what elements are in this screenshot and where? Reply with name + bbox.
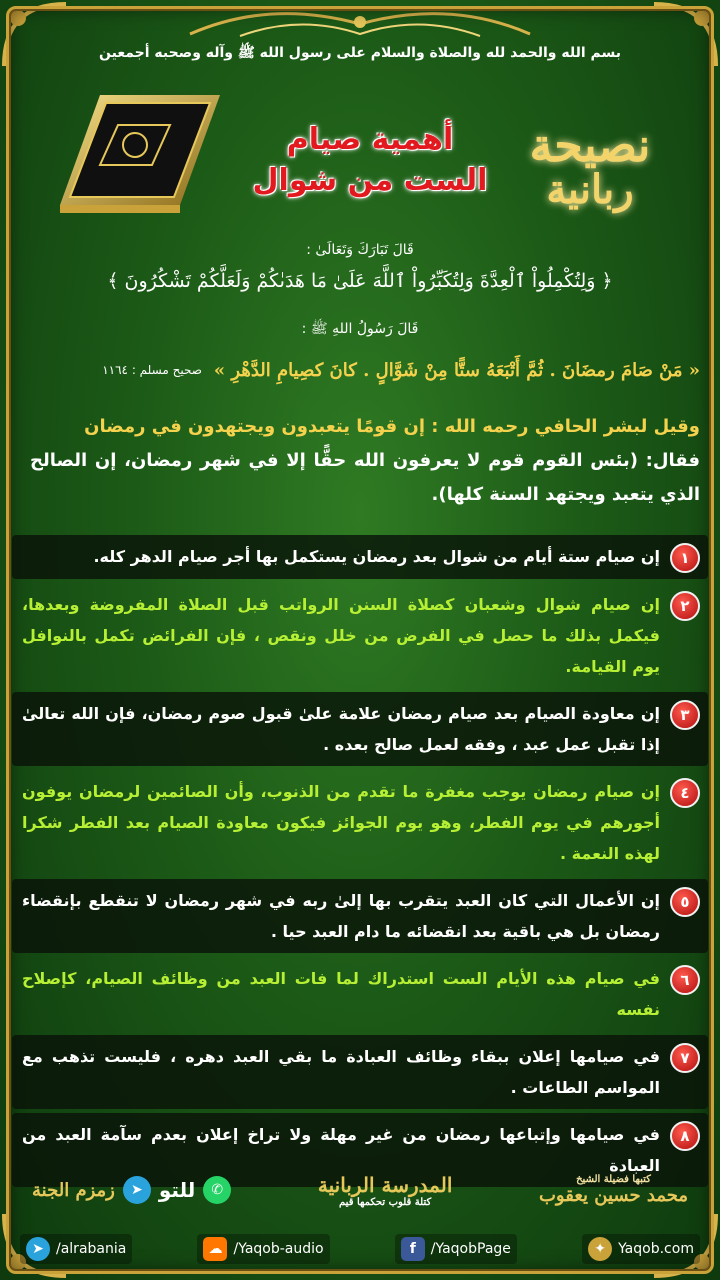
- number-badge: ٥: [670, 887, 700, 917]
- soundcloud-icon: ☁: [203, 1237, 227, 1261]
- list-item-text: إن الأعمال التي كان العبد يتقرب بها إلىٰ ربه في شهر رمضان لا تنقطع بإنقضاء رمضان بل هي باقية بعد انقضائه ما دام العبد حيا .: [22, 891, 660, 941]
- list-item-text: في صيامها وإتباعها رمضان من غير مهلة ولا تراخ إعلان بعدم سآمة العبد من العبادة: [22, 1125, 660, 1175]
- header: [20, 75, 700, 255]
- number-badge: ٨: [670, 1121, 700, 1151]
- madrasa-tagline: كتلة قلوب تحكمها قيم: [339, 1196, 432, 1208]
- quran-verse: ﴿ وَلِتُكْمِلُواْ ٱلْعِدَّةَ وَلِتُكَبِّرُواْ ٱللَّهَ عَلَىٰ مَا هَدَىٰكُمْ وَلَعَلَّكُمْ تَشْكُرُونَ ﴾: [107, 270, 613, 292]
- telegram-handle: /alrabania: [56, 1241, 127, 1257]
- list-item: [12, 879, 708, 953]
- story-white: فقال: (بئس القوم قوم لا يعرفون الله حقًّا إلا في شهر رمضان، إن الصالح الذي يتعبد ويجتهد السنة كلها).: [30, 450, 700, 505]
- basmala: بسم الله والحمد لله والصلاة والسلام على رسول الله ﷺ وآله وصحبه أجمعين: [99, 45, 621, 61]
- list-item-text: في صيام هذه الأيام الست استدراك لما فات العبد من وظائف الصيام، كإصلاح نفسه: [22, 969, 660, 1019]
- facebook-handle: /YaqobPage: [430, 1241, 511, 1257]
- list-item: [12, 957, 708, 1031]
- sheikh-signature: [539, 1174, 688, 1206]
- website-url: Yaqob.com: [618, 1241, 694, 1257]
- footer: [12, 1150, 708, 1270]
- list-item: [12, 583, 708, 688]
- app-badges: [32, 1176, 231, 1204]
- whatsapp-icon[interactable]: ✆: [203, 1176, 231, 1204]
- title-line-1: أهمية صيام: [286, 122, 454, 157]
- list-item-text: إن صيام شوال وشعبان كصلاة السنن الرواتب قبل الصلاة المفروضة وبعدها، فيكمل بذلك ما حصل في الفرض من خلل ونقص ، فإن الفرائض تكمل بالنوافل يوم القيامة.: [22, 595, 660, 676]
- telegram-icon[interactable]: ➤: [123, 1176, 151, 1204]
- list-item-text: إن صيام ستة أيام من شوال بعد رمضان يستكمل بها أجر صيام الدهر كله.: [93, 547, 660, 566]
- soundcloud-handle: /Yaqob-audio: [233, 1241, 324, 1257]
- social-links: [12, 1232, 708, 1266]
- list-item-text: إن معاودة الصيام بعد صيام رمضان علامة علىٰ قبول صوم رمضان، فإن الله تعالىٰ إذا تقبل عمل عبد ، وفقه لعمل صالح بعده .: [22, 704, 660, 754]
- number-badge: ٢: [670, 591, 700, 621]
- zamzam-logo: زمزم الجنة: [32, 1179, 115, 1201]
- bishr-story: [30, 410, 700, 512]
- madrasa-name: المدرسة الربانية: [317, 1172, 453, 1197]
- telegram-link[interactable]: [20, 1234, 132, 1264]
- soundcloud-link[interactable]: [197, 1234, 329, 1264]
- footer-logos: [12, 1150, 708, 1230]
- ornament-top: [180, 4, 540, 44]
- list-item: [12, 535, 708, 579]
- hadith-text: « مَنْ صَامَ رمضَانَ . ثُمَّ أَتْبَعَهُ ستًّا مِنْ شَوَّالٍ . كانَ كصِيامِ الدَّهْرِ »: [213, 359, 700, 381]
- list-item-text: إن صيام رمضان يوجب مغفرة ما تقدم من الذنوب، وأن الصائمين لرمضان يوفون أجورهم في يوم الفطر، وهو يوم الجوائز فيكون معاودة الصيام بعد الفطر شكرا لهذه النعمة .: [22, 782, 660, 863]
- number-badge: ٧: [670, 1043, 700, 1073]
- page-title: [250, 120, 490, 201]
- website-link[interactable]: [582, 1234, 700, 1264]
- list-item: [12, 770, 708, 875]
- facebook-link[interactable]: [395, 1234, 517, 1264]
- number-badge: ٦: [670, 965, 700, 995]
- story-gold: وقيل لبشر الحافي رحمه الله : إن قومًا يتعبدون ويجتهدون في رمضان: [84, 416, 700, 437]
- nasiha-rabbaniya-logo: [490, 85, 690, 245]
- list-item: [12, 1035, 708, 1109]
- title-line-2: الست من شوال: [252, 162, 488, 198]
- number-badge: ١: [670, 543, 700, 573]
- hadith-intro: قَالَ رَسُولُ اللهِ ﷺ :: [301, 321, 419, 337]
- logo-line-1: نصيحة: [529, 117, 651, 172]
- hadith-row: [30, 355, 700, 385]
- list-item-text: في صيامها إعلان ببقاء وظائف العبادة ما بقي العبد دهره ، فليست تذهب مع المواسم الطاعات .: [22, 1047, 660, 1097]
- facebook-icon: f: [401, 1237, 425, 1261]
- quran-book-image: [40, 85, 230, 225]
- yaqob-logo-icon: ✦: [588, 1237, 612, 1261]
- hadith-source: صحيح مسلم : ١١٦٤: [102, 363, 202, 377]
- logo-line-2: ربانية: [546, 165, 634, 213]
- madrasa-logo: [318, 1173, 452, 1208]
- number-badge: ٤: [670, 778, 700, 808]
- sheikh-caption: كتبها فضيلة الشيخ: [576, 1174, 651, 1185]
- number-badge: ٣: [670, 700, 700, 730]
- benefits-list: [12, 535, 708, 1191]
- list-item: [12, 692, 708, 766]
- whatsapp-text: للتو: [158, 1178, 196, 1202]
- telegram-icon: ➤: [26, 1237, 50, 1261]
- sheikh-name: محمد حسين يعقوب: [538, 1185, 688, 1206]
- quran-intro: قَالَ تَبَارَكَ وَتَعَالَىٰ :: [306, 242, 414, 258]
